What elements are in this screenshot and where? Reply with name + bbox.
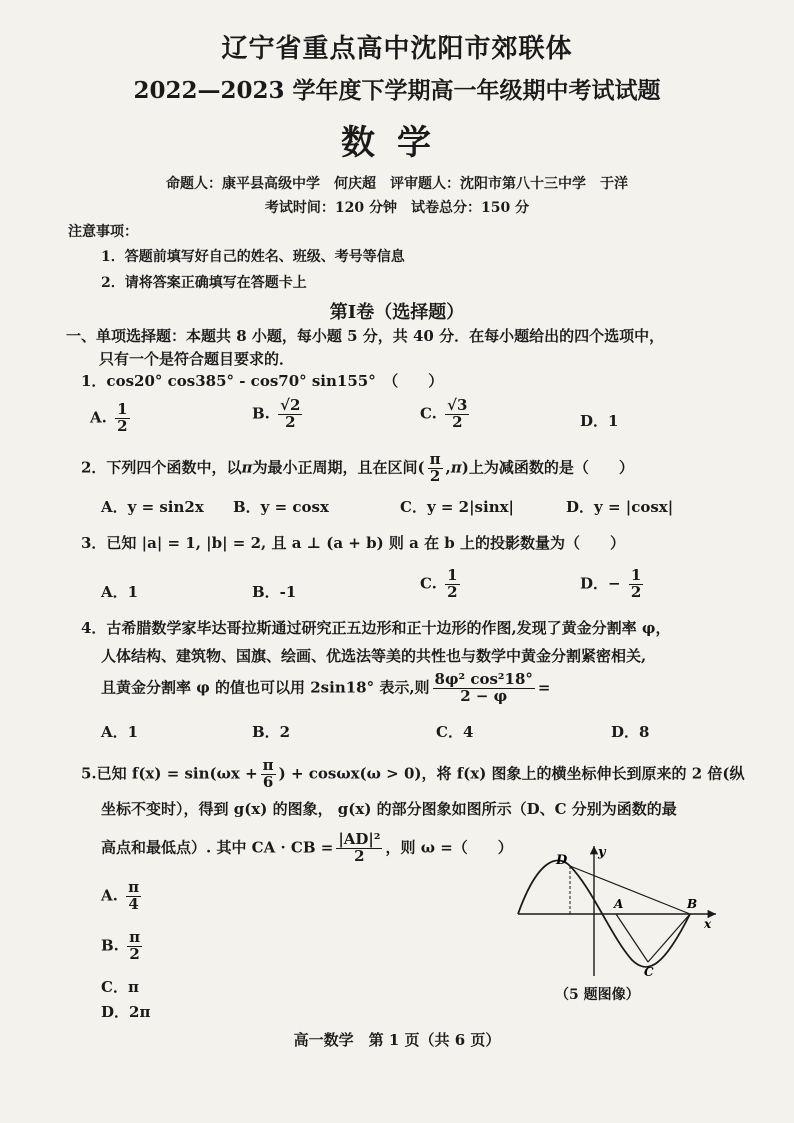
q4-option-c: C．4 [436,723,474,741]
question-3-stem: 3．已知 |a| = 1, |b| = 2, 且 a ⊥ (a + b) 则 a 在 b 上的投影数量为（ ） [81,534,626,552]
section-instructions: 一、单项选择题：本题共 8 小题，每小题 5 分，共 40 分．在每小题给出的四个选项中， [66,327,665,345]
subject-title: 数学 [341,123,453,163]
q1-option-d: D．1 [580,412,619,430]
notice-item: 1．答题前填写好自己的姓名、班级、考号等信息 [101,249,405,265]
q5-graph-caption: （5 题图像） [555,987,640,1003]
label-B: B [687,897,698,911]
question-5-line2: 坐标不变时），得到 g(x) 的图象， g(x) 的部分图象如图所示（D、C 分别为函数的最 [101,800,677,818]
q3-option-b: B．-1 [252,583,297,601]
authors-line: 命题人：康平县高级中学 何庆超 评审题人：沈阳市第八十三中学 于洋 [166,176,628,192]
q2-option-d: D．y = |cosx| [566,498,674,516]
page-footer: 高一数学 第 1 页（共 6 页） [293,1031,501,1049]
q2-option-b: B．y = cosx [233,498,329,516]
segment-CB [648,914,690,962]
q3-option-d: D．− $\frac{1}{2}$ [580,566,642,601]
time-score-line: 考试时间：120 分钟 试卷总分：150 分 [264,200,530,216]
question-2-stem: 2．下列四个函数中，以π为最小正周期，且在区间( $\frac{\pi}{2}$ ,π)上为减函数的是（ ） [81,450,634,485]
label-C: C [644,965,654,979]
question-5-line3: 高点和最低点）. 其中 CA · CB = $\frac{\text{|AD|²}}{2}$ ，则 ω =（ ） [101,830,513,865]
exam-title: 2022—2023 学年度下学期高一年级期中考试试题 [133,77,661,104]
question-5-line1: 5.已知 f(x) = sin(ωx + $\frac{\pi}{6}$ ) + cosωx(ω > 0)，将 f(x) 图象上的横坐标伸长到原来的 2 倍(纵 [81,756,745,791]
q5-option-d: D．2π [101,1003,151,1021]
q4-option-a: A．1 [101,723,139,741]
label-x: x [704,917,712,931]
part-title: 第Ⅰ卷（选择题） [329,302,465,323]
section-instructions-cont: 只有一个是符合题目要求的． [99,350,295,368]
q1-option-a: A. $\frac{1}{2}$ [90,400,128,435]
question-4-line1: 4．古希腊数学家毕达哥拉斯通过研究正五边形和正十边形的作图,发现了黄金分割率 φ， [81,619,671,637]
q2-option-c: C．y = 2|sinx| [400,498,515,516]
q1-option-c: C. $\frac{√3}{2}$ [420,396,468,431]
label-A: A [614,897,624,911]
segment-AC [616,914,648,962]
notice-item: 2．请将答案正确填写在答题卡上 [101,275,307,291]
question-4-line3: 且黄金分割率 φ 的值也可以用 2sin18° 表示,则 $\frac{\text{8φ² cos²18°}}{2 - \varphi}$ = [101,670,551,705]
q5-option-b: B. $\frac{\pi}{2}$ [101,928,141,963]
q5-option-c: C．π [101,978,139,996]
q2-option-a: A．y = sin2x [101,498,204,516]
q3-option-c: C. $\frac{1}{2}$ [420,566,458,601]
q4-option-b: B．2 [252,723,291,741]
label-D: D [556,853,568,868]
question-1-stem: 1．cos20° cos385° - cos70° sin155° （ ） [81,372,444,390]
school-title: 辽宁省重点高中沈阳市郊联体 [221,34,573,64]
q5-option-a: A. $\frac{\pi}{4}$ [101,878,140,913]
question-4-line2: 人体结构、建筑物、国旗、绘画、优选法等美的共性也与数学中黄金分割紧密相关, [101,647,647,665]
label-y: y [598,845,606,860]
q3-option-a: A．1 [101,583,139,601]
notice-title: 注意事项： [68,224,138,240]
q5-function-graph [512,838,722,980]
q4-option-d: D．8 [611,723,650,741]
q1-option-b: B. $\frac{√2}{2}$ [252,396,301,431]
